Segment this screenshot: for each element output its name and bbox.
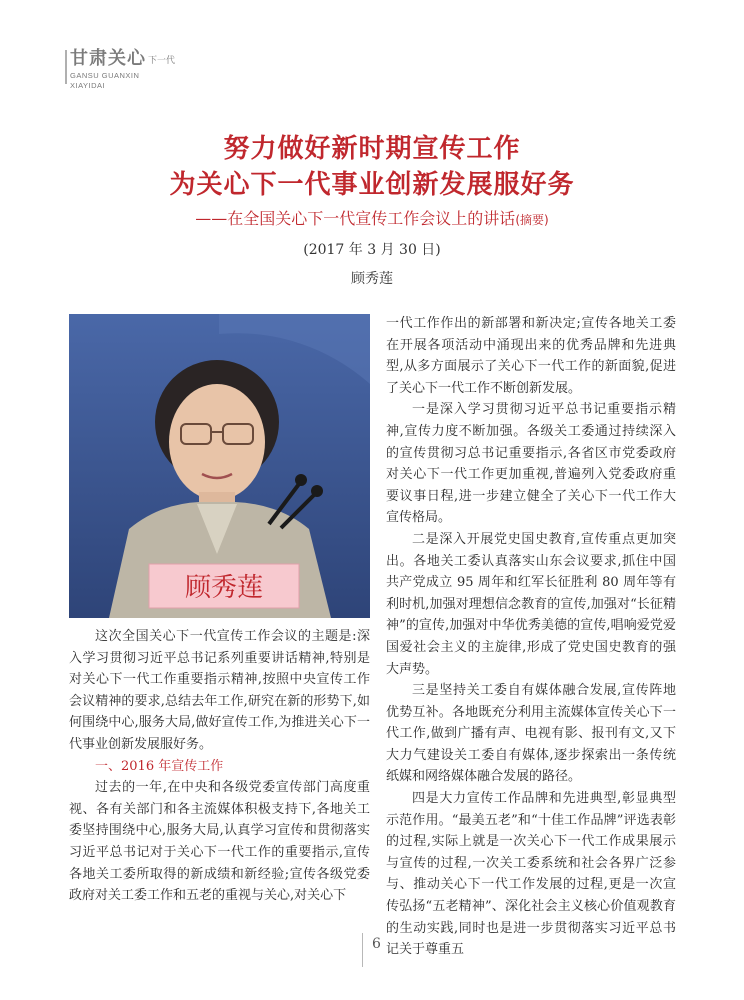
- paragraph-point-2: 二是深入开展党史国史教育,宣传重点更加突出。各地关工委认真落实山东会议要求,抓住中国共产党成立 95 周年和红军长征胜利 80 周年等有利时机,加强对理想信念教育的宣传,加强对“长征精神”的宣传,加强对中华优秀美德的宣传,唱响爱党爱国爱社会主义的主旋律,形成了党史国史教育的强大声势。: [386, 531, 676, 677]
- logo-main-text: 甘肃关心: [70, 48, 146, 69]
- name-plate-text: 顾秀莲: [184, 573, 264, 603]
- right-column: [386, 313, 676, 961]
- speech-date: (2017 年 3 月 30 日): [303, 242, 441, 258]
- article-title-line2: 为关心下一代事业创新发展服好务: [169, 170, 575, 200]
- paragraph-point-1: 一是深入学习贯彻习近平总书记重要指示精神,宣传力度不断加强。各级关工委通过持续深入的宣传贯彻习总书记重要指示,各省区市党委政府对关心下一代工作更加重视,普遍列入党委政府重要议事日程,进一步建立健全了关心下一代工作大宣传格局。: [386, 402, 676, 526]
- article-title-line1: 努力做好新时期宣传工作: [223, 134, 521, 164]
- logo-side-text: 下一代: [148, 56, 176, 66]
- speaker-photo: [69, 314, 370, 618]
- paragraph-continued: 一代工作作出的新部署和新决定;宣传各地关工委在开展各项活动中涌现出来的优秀品牌和先进典型,从多方面展示了关心下一代工作的新面貌,促进了关心下一代工作不断创新发展。: [386, 316, 676, 396]
- paragraph-intro: 这次全国关心下一代宣传工作会议的主题是:深入学习贯彻习近平总书记系列重要讲话精神,特别是对关心下一代工作重要指示精神,按照中央宣传工作会议精神的要求,总结去年工作,研究在新的形势下,如何围绕中心,服务大局,做好宣传工作,为推进关心下一代事业创新发展服好务。: [69, 629, 370, 752]
- left-column: [69, 626, 370, 907]
- article-author: 顾秀莲: [351, 271, 393, 287]
- subtitle-text: ——在全国关心下一代宣传工作会议上的讲话: [195, 209, 516, 228]
- article-subtitle: [0, 206, 744, 229]
- paragraph-2016-work: 过去的一年,在中央和各级党委宣传部门高度重视、各有关部门和各主流媒体积极支持下,各地关工委坚持围绕中心,服务大局,认真学习宣传和贯彻落实习近平总书记对于关心下一代工作的重要指示,宣传各地关工委所取得的新成绩和新经验;宣传各级党委政府对关工委工作和五老的重视与关心,对关心下: [69, 780, 370, 904]
- logo-en-line2: XIAYIDAI: [70, 81, 106, 90]
- section-heading-1: 一、2016 年宣传工作: [95, 758, 224, 774]
- paragraph-point-4: 四是大力宣传工作品牌和先进典型,彰显典型示范作用。“最美五老”和“十佳工作品牌”评选表彰的过程,实际上就是一次关心下一代工作成果展示与宣传的过程,一次关工委系统和社会各界广泛参与、推动关心下一代工作发展的过程,更是一次宣传弘扬“五老精神”、深化社会主义核心价值观教育的生动实践,同时也是进一步贯彻落实习近平总书记关于尊重五: [386, 791, 676, 958]
- magazine-logo: [70, 44, 175, 90]
- footer-divider: [362, 933, 363, 967]
- paragraph-point-3: 三是坚持关工委自有媒体融合发展,宣传阵地优势互补。各地既充分利用主流媒体宣传关心下一代工作,做到广播有声、电视有影、报刊有文,又下大力气建设关工委自有媒体,逐步探索出一条传统纸媒和网络媒体融合发展的路径。: [386, 683, 676, 785]
- page-number: 6: [372, 936, 381, 952]
- subtitle-note: (摘要): [515, 213, 549, 227]
- logo-bar: [65, 50, 67, 84]
- logo-en-line1: GANSU GUANXIN: [70, 71, 140, 80]
